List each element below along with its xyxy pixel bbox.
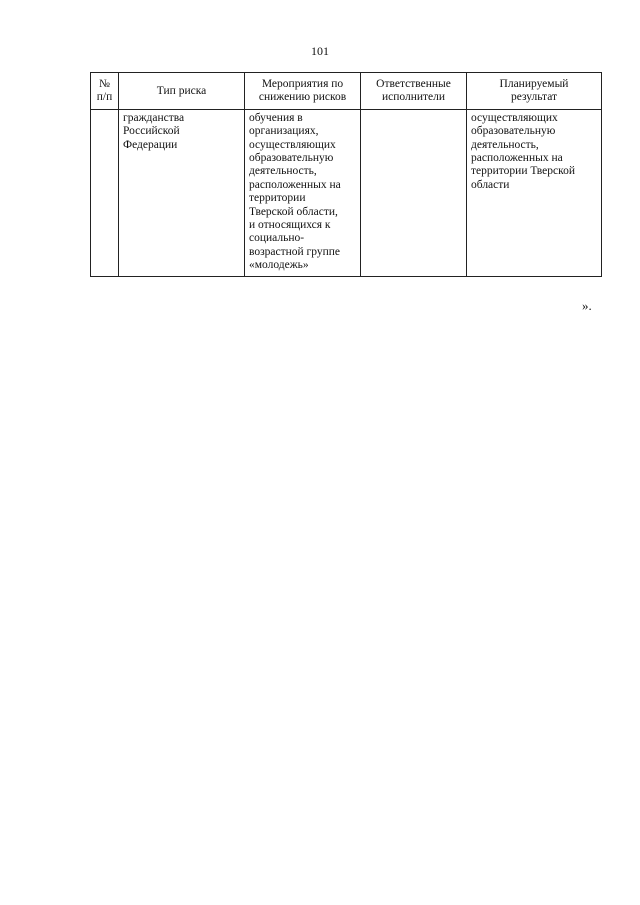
closing-quote-mark: ». [582, 298, 592, 313]
header-risk-type: Тип риска [119, 73, 245, 110]
cell-result: осуществляющих образовательную деятельность, расположенных на территории Тверской области [467, 109, 602, 276]
page-number: 101 [311, 44, 329, 58]
cell-risk-type: гражданства Российской Федерации [119, 109, 245, 276]
header-result: Планируемый результат [467, 73, 602, 110]
table-row [91, 109, 602, 276]
table-header-row [91, 73, 602, 110]
cell-num [91, 109, 119, 276]
cell-responsible [361, 109, 467, 276]
header-num: № п/п [91, 73, 119, 110]
header-measures: Мероприятия по снижению рисков [245, 73, 361, 110]
cell-measures: обучения в организациях, осуществляющих образовательную деятельность, расположенных на территории Тверской области, и относящихся к социально- возрастной группе «молодежь» [245, 109, 361, 276]
header-responsible: Ответственные исполнители [361, 73, 467, 110]
risk-table [90, 72, 602, 277]
